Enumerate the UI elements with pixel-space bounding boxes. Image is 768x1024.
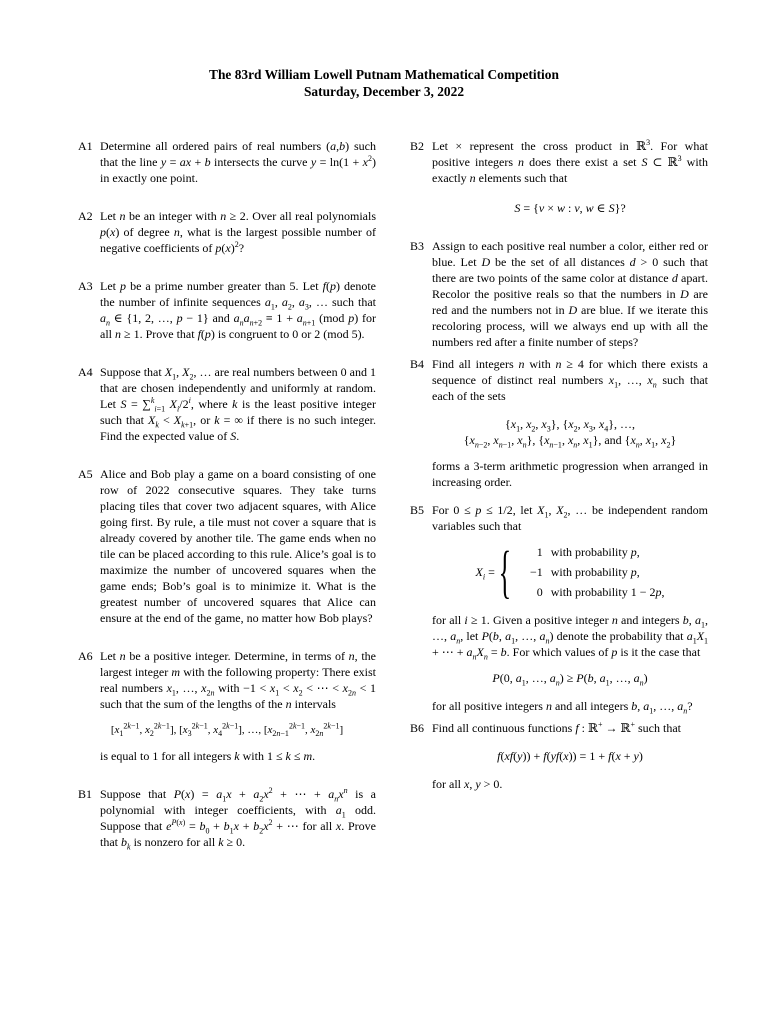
problem-label: B6 [410, 721, 425, 735]
problem-b1 [78, 786, 376, 850]
problem-a2 [78, 208, 376, 256]
problem-label: B3 [410, 239, 425, 253]
problem-a1 [78, 138, 376, 186]
problem-label: B1 [78, 787, 93, 801]
problem-label: B4 [410, 357, 425, 371]
problem-label: A6 [78, 649, 93, 663]
problem-label: A5 [78, 467, 93, 481]
left-column [78, 138, 376, 850]
problem-a5 [78, 466, 376, 626]
competition-date: Saturday, December 3, 2022 [303, 84, 465, 99]
cases-display: $X_i$ = { 1 with probability p, −1 with probability p, 0 with probability 1 − 2p, [475, 539, 665, 604]
problem-text: Determine all ordered pairs of real numbers (a,b) such that the line y = ax + b intersects the curve $y = \ln(1 + x^2)$ in exactly one point. [100, 139, 376, 185]
problem-b4 [410, 356, 708, 490]
problem-text: Find all integers n with n ≥ 4 for which there exists a sequence of distinct real numbers $x_1$, …, $x_n$ such that each of the sets {$x_1$, $x_2$, $x_3$}, {$x_2$, $x_3$, $x_4$}, …, {$x_{n-2}$, $x_{n-1}$, $x_n$}, {$x_{n-1}$, $x_n$, $x_1$}, and {$x_n$, $x_1$, $x_2$} forms a 3-term arithmetic progression when arranged in increasing order. [432, 357, 708, 489]
problem-text: Let n be a positive integer. Determine, in terms of n, the largest integer m with the following property: There exist real numbers $x_1$, …, $x_{2n}$ with $-1 < x_1 < x_2$ < ⋯ < $x_{2n} < 1$ such that the sum of the lengths of the n intervals [$x_1^{2k-1}$, $x_2^{2k-1}$], [$x_3^{2k-1}$, $x_4^{2k-1}$], …, [$x_{2n-1}^{2k-1}$, $x_{2n}^{2k-1}$] is equal to 1 for all integers k with 1 ≤ k ≤ m. [100, 649, 376, 763]
problem-b2 [410, 138, 708, 238]
problem-text: For 0 ≤ p ≤ 1/2, let $X_1$, $X_2$, … be independent random variables such that $X_i$ = { 1 with probability p, −1 with probability p, 0 with probability 1 − 2p, for all i ≥ 1. Given a positive integer n and integers b, $a_1$, …, $a_n$, let P(b, $a_1$, …, $a_n$) denote the probability that $a_1X_1$ + ⋯ + $a_nX_n = b$. For which values of p is it the case that P(0, $a_1$, …, $a_n) \ge P(b$, $a_1$, …, $a_n$) for all positive integers n and all integers b, $a_1$, …, $a_n$? [432, 503, 709, 716]
problem-text: Suppose that $P(x) = a_1x + a_2x^2$ + ⋯ + $a_nx^n$ is a polynomial with integer coefficients, with $a_1$ odd. Suppose that $e^{P(x)} = b_0 + b_1x + b_2x^2$ + ⋯ for all x. Prove that $b_k$ is nonzero for all k ≥ 0. [100, 786, 376, 852]
problem-label: A2 [78, 209, 93, 223]
competition-title: The 83rd William Lowell Putnam Mathematical Competition [209, 67, 559, 82]
problem-text: Find all continuous functions f : ℝ+ → ℝ+ such that f(xf(y)) + f(yf(x)) = 1 + f(x + y) for all x, y > 0. [432, 720, 681, 791]
problem-text: Let p be a prime number greater than 5. Let f(p) denote the number of infinite sequences $a_1$, $a_2$, $a_3$, … such that $a_n$ ∈ {1, 2, …, p − 1} and $a_na_{n+2} \equiv 1 + a_{n+1}$ (mod p) for all n ≥ 1. Prove that f(p) is congruent to 0 or 2 (mod 5). [100, 279, 377, 341]
problem-b5 [410, 502, 708, 714]
problem-a3 [78, 278, 376, 342]
problem-text: Let × represent the cross product in ℝ$^3$. For what positive integers n does there exist a set S ⊂ ℝ$^3$ with exactly n elements such that S = {v × w : v, w ∈ S}? [432, 138, 708, 215]
problem-text: Assign to each positive real number a color, either red or blue. Let D be the set of all distances d > 0 such that there are two points of the same color at distance d apart. Recolor the positive reals so that the numbers in D are red and the numbers not in D are blue. If we iterate this recoloring process, will we always end up with all the numbers red after a finite number of steps? [432, 239, 709, 349]
problem-label: A4 [78, 365, 93, 379]
problem-label: A3 [78, 279, 93, 293]
right-column [410, 138, 708, 792]
problem-label: B5 [410, 503, 425, 517]
problem-b6 [410, 720, 708, 792]
problem-text: Alice and Bob play a game on a board consisting of one row of 2022 consecutive squares. They take turns placing tiles that cover two adjacent squares, with Alice going first. By rule, a tile must not cover a square that is already covered by another tile. The game ends when no tile can be placed according to this rule. Alice’s goal is to maximize the number of uncovered squares when the game ends; Bob’s goal is to minimize it. What is the greatest number of uncovered squares that Alice can ensure at the end of the game, no matter how Bob plays? [100, 467, 376, 625]
problem-text: Let n be an integer with n ≥ 2. Over all real polynomials p(x) of degree n, what is the largest possible number of negative coefficients of $p(x)^2$? [100, 209, 377, 255]
problem-a6 [78, 648, 376, 764]
problem-a4 [78, 364, 376, 444]
problem-b3 [410, 238, 708, 350]
problem-label: B2 [410, 139, 425, 153]
problem-text: Suppose that $X_1$, $X_2$, … are real numbers between 0 and 1 that are chosen independently and uniformly at random. Let S = ∑$^k_{i=1}$ $X_i/2^i$, where k is the least positive integer such that $X_k < X_{k+1}$, or k = ∞ if there is no such integer. Find the expected value of S. [100, 365, 377, 443]
problem-label: A1 [78, 139, 93, 153]
page-title [0, 66, 768, 100]
